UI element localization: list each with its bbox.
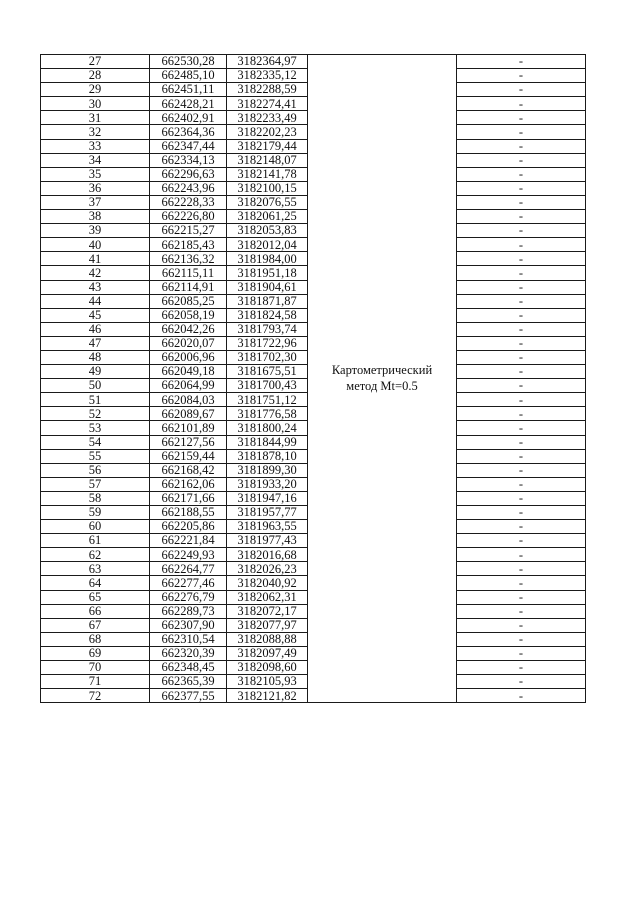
x-coordinate-cell: 662485,10 xyxy=(150,69,227,83)
x-coordinate-cell: 662101,89 xyxy=(150,421,227,435)
note-cell: - xyxy=(457,435,586,449)
x-coordinate-cell: 662347,44 xyxy=(150,139,227,153)
x-coordinate-cell: 662089,67 xyxy=(150,407,227,421)
method-label-line-1: Картометрический xyxy=(331,363,433,378)
y-coordinate-cell: 3181899,30 xyxy=(227,463,308,477)
x-coordinate-cell: 662377,55 xyxy=(150,689,227,703)
x-coordinate-cell: 662020,07 xyxy=(150,336,227,350)
x-coordinate-cell: 662276,79 xyxy=(150,590,227,604)
note-cell: - xyxy=(457,477,586,491)
y-coordinate-cell: 3182202,23 xyxy=(227,125,308,139)
note-cell: - xyxy=(457,336,586,350)
x-coordinate-cell: 662243,96 xyxy=(150,181,227,195)
point-number-cell: 30 xyxy=(41,97,150,111)
x-coordinate-cell: 662171,66 xyxy=(150,491,227,505)
y-coordinate-cell: 3182088,88 xyxy=(227,632,308,646)
x-coordinate-cell: 662006,96 xyxy=(150,350,227,364)
x-coordinate-cell: 662042,26 xyxy=(150,322,227,336)
x-coordinate-cell: 662249,93 xyxy=(150,548,227,562)
point-number-cell: 49 xyxy=(41,365,150,379)
point-number-cell: 54 xyxy=(41,435,150,449)
note-cell: - xyxy=(457,393,586,407)
point-number-cell: 40 xyxy=(41,238,150,252)
note-cell: - xyxy=(457,534,586,548)
point-number-cell: 69 xyxy=(41,646,150,660)
note-cell: - xyxy=(457,210,586,224)
note-cell: - xyxy=(457,322,586,336)
x-coordinate-cell: 662226,80 xyxy=(150,210,227,224)
method-cell xyxy=(308,55,457,703)
note-cell: - xyxy=(457,590,586,604)
note-cell: - xyxy=(457,97,586,111)
y-coordinate-cell: 3182121,82 xyxy=(227,689,308,703)
y-coordinate-cell: 3181871,87 xyxy=(227,294,308,308)
note-cell: - xyxy=(457,491,586,505)
point-number-cell: 32 xyxy=(41,125,150,139)
x-coordinate-cell: 662058,19 xyxy=(150,308,227,322)
y-coordinate-cell: 3181700,43 xyxy=(227,379,308,393)
y-coordinate-cell: 3182141,78 xyxy=(227,167,308,181)
y-coordinate-cell: 3182288,59 xyxy=(227,83,308,97)
note-cell: - xyxy=(457,308,586,322)
x-coordinate-cell: 662159,44 xyxy=(150,449,227,463)
point-number-cell: 39 xyxy=(41,224,150,238)
note-cell: - xyxy=(457,407,586,421)
y-coordinate-cell: 3181722,96 xyxy=(227,336,308,350)
y-coordinate-cell: 3182179,44 xyxy=(227,139,308,153)
note-cell: - xyxy=(457,661,586,675)
point-number-cell: 67 xyxy=(41,618,150,632)
x-coordinate-cell: 662307,90 xyxy=(150,618,227,632)
point-number-cell: 55 xyxy=(41,449,150,463)
point-number-cell: 72 xyxy=(41,689,150,703)
point-number-cell: 27 xyxy=(41,55,150,69)
point-number-cell: 28 xyxy=(41,69,150,83)
note-cell: - xyxy=(457,506,586,520)
point-number-cell: 68 xyxy=(41,632,150,646)
y-coordinate-cell: 3181904,61 xyxy=(227,280,308,294)
point-number-cell: 64 xyxy=(41,576,150,590)
y-coordinate-cell: 3182062,31 xyxy=(227,590,308,604)
x-coordinate-cell: 662168,42 xyxy=(150,463,227,477)
y-coordinate-cell: 3182072,17 xyxy=(227,604,308,618)
note-cell: - xyxy=(457,181,586,195)
note-cell: - xyxy=(457,294,586,308)
x-coordinate-cell: 662136,32 xyxy=(150,252,227,266)
y-coordinate-cell: 3181800,24 xyxy=(227,421,308,435)
x-coordinate-cell: 662289,73 xyxy=(150,604,227,618)
point-number-cell: 46 xyxy=(41,322,150,336)
coordinates-table xyxy=(40,54,586,703)
x-coordinate-cell: 662296,63 xyxy=(150,167,227,181)
point-number-cell: 33 xyxy=(41,139,150,153)
point-number-cell: 41 xyxy=(41,252,150,266)
method-label-line-2: метод Mt=0.5 xyxy=(346,378,418,393)
x-coordinate-cell: 662320,39 xyxy=(150,646,227,660)
x-coordinate-cell: 662215,27 xyxy=(150,224,227,238)
x-coordinate-cell: 662402,91 xyxy=(150,111,227,125)
note-cell: - xyxy=(457,646,586,660)
note-cell: - xyxy=(457,562,586,576)
point-number-cell: 58 xyxy=(41,491,150,505)
y-coordinate-cell: 3181957,77 xyxy=(227,506,308,520)
note-cell: - xyxy=(457,69,586,83)
point-number-cell: 48 xyxy=(41,350,150,364)
point-number-cell: 52 xyxy=(41,407,150,421)
note-cell: - xyxy=(457,139,586,153)
note-cell: - xyxy=(457,350,586,364)
y-coordinate-cell: 3181933,20 xyxy=(227,477,308,491)
x-coordinate-cell: 662085,25 xyxy=(150,294,227,308)
note-cell: - xyxy=(457,618,586,632)
note-cell: - xyxy=(457,632,586,646)
note-cell: - xyxy=(457,195,586,209)
y-coordinate-cell: 3181963,55 xyxy=(227,520,308,534)
note-cell: - xyxy=(457,689,586,703)
y-coordinate-cell: 3182098,60 xyxy=(227,661,308,675)
point-number-cell: 53 xyxy=(41,421,150,435)
point-number-cell: 59 xyxy=(41,506,150,520)
note-cell: - xyxy=(457,238,586,252)
note-cell: - xyxy=(457,604,586,618)
x-coordinate-cell: 662530,28 xyxy=(150,55,227,69)
note-cell: - xyxy=(457,280,586,294)
point-number-cell: 56 xyxy=(41,463,150,477)
point-number-cell: 36 xyxy=(41,181,150,195)
y-coordinate-cell: 3182040,92 xyxy=(227,576,308,590)
x-coordinate-cell: 662334,13 xyxy=(150,153,227,167)
x-coordinate-cell: 662365,39 xyxy=(150,675,227,689)
point-number-cell: 35 xyxy=(41,167,150,181)
note-cell: - xyxy=(457,548,586,562)
note-cell: - xyxy=(457,576,586,590)
note-cell: - xyxy=(457,55,586,69)
point-number-cell: 38 xyxy=(41,210,150,224)
x-coordinate-cell: 662221,84 xyxy=(150,534,227,548)
x-coordinate-cell: 662049,18 xyxy=(150,365,227,379)
y-coordinate-cell: 3181977,43 xyxy=(227,534,308,548)
y-coordinate-cell: 3182148,07 xyxy=(227,153,308,167)
y-coordinate-cell: 3182077,97 xyxy=(227,618,308,632)
point-number-cell: 70 xyxy=(41,661,150,675)
point-number-cell: 45 xyxy=(41,308,150,322)
note-cell: - xyxy=(457,675,586,689)
x-coordinate-cell: 662277,46 xyxy=(150,576,227,590)
note-cell: - xyxy=(457,83,586,97)
point-number-cell: 47 xyxy=(41,336,150,350)
y-coordinate-cell: 3181844,99 xyxy=(227,435,308,449)
y-coordinate-cell: 3181751,12 xyxy=(227,393,308,407)
note-cell: - xyxy=(457,520,586,534)
y-coordinate-cell: 3181793,74 xyxy=(227,322,308,336)
y-coordinate-cell: 3182274,41 xyxy=(227,97,308,111)
point-number-cell: 50 xyxy=(41,379,150,393)
y-coordinate-cell: 3181947,16 xyxy=(227,491,308,505)
y-coordinate-cell: 3182105,93 xyxy=(227,675,308,689)
note-cell: - xyxy=(457,379,586,393)
note-cell: - xyxy=(457,167,586,181)
y-coordinate-cell: 3182233,49 xyxy=(227,111,308,125)
x-coordinate-cell: 662114,91 xyxy=(150,280,227,294)
x-coordinate-cell: 662264,77 xyxy=(150,562,227,576)
y-coordinate-cell: 3182026,23 xyxy=(227,562,308,576)
x-coordinate-cell: 662228,33 xyxy=(150,195,227,209)
y-coordinate-cell: 3181824,58 xyxy=(227,308,308,322)
y-coordinate-cell: 3182012,04 xyxy=(227,238,308,252)
note-cell: - xyxy=(457,266,586,280)
y-coordinate-cell: 3182097,49 xyxy=(227,646,308,660)
y-coordinate-cell: 3181675,51 xyxy=(227,365,308,379)
y-coordinate-cell: 3181702,30 xyxy=(227,350,308,364)
point-number-cell: 57 xyxy=(41,477,150,491)
x-coordinate-cell: 662310,54 xyxy=(150,632,227,646)
point-number-cell: 44 xyxy=(41,294,150,308)
point-number-cell: 66 xyxy=(41,604,150,618)
y-coordinate-cell: 3182061,25 xyxy=(227,210,308,224)
x-coordinate-cell: 662348,45 xyxy=(150,661,227,675)
point-number-cell: 60 xyxy=(41,520,150,534)
x-coordinate-cell: 662064,99 xyxy=(150,379,227,393)
y-coordinate-cell: 3182364,97 xyxy=(227,55,308,69)
note-cell: - xyxy=(457,252,586,266)
note-cell: - xyxy=(457,153,586,167)
y-coordinate-cell: 3182016,68 xyxy=(227,548,308,562)
note-cell: - xyxy=(457,111,586,125)
point-number-cell: 65 xyxy=(41,590,150,604)
coordinates-table-body xyxy=(41,55,586,703)
x-coordinate-cell: 662127,56 xyxy=(150,435,227,449)
point-number-cell: 51 xyxy=(41,393,150,407)
x-coordinate-cell: 662185,43 xyxy=(150,238,227,252)
x-coordinate-cell: 662162,06 xyxy=(150,477,227,491)
point-number-cell: 29 xyxy=(41,83,150,97)
note-cell: - xyxy=(457,463,586,477)
point-number-cell: 43 xyxy=(41,280,150,294)
x-coordinate-cell: 662084,03 xyxy=(150,393,227,407)
note-cell: - xyxy=(457,421,586,435)
point-number-cell: 71 xyxy=(41,675,150,689)
y-coordinate-cell: 3181951,18 xyxy=(227,266,308,280)
y-coordinate-cell: 3182335,12 xyxy=(227,69,308,83)
point-number-cell: 31 xyxy=(41,111,150,125)
y-coordinate-cell: 3181984,00 xyxy=(227,252,308,266)
point-number-cell: 61 xyxy=(41,534,150,548)
point-number-cell: 34 xyxy=(41,153,150,167)
y-coordinate-cell: 3182100,15 xyxy=(227,181,308,195)
point-number-cell: 37 xyxy=(41,195,150,209)
point-number-cell: 62 xyxy=(41,548,150,562)
x-coordinate-cell: 662451,11 xyxy=(150,83,227,97)
point-number-cell: 42 xyxy=(41,266,150,280)
y-coordinate-cell: 3181878,10 xyxy=(227,449,308,463)
x-coordinate-cell: 662188,55 xyxy=(150,506,227,520)
note-cell: - xyxy=(457,449,586,463)
note-cell: - xyxy=(457,365,586,379)
x-coordinate-cell: 662205,86 xyxy=(150,520,227,534)
x-coordinate-cell: 662428,21 xyxy=(150,97,227,111)
note-cell: - xyxy=(457,224,586,238)
table-row xyxy=(41,55,586,69)
point-number-cell: 63 xyxy=(41,562,150,576)
x-coordinate-cell: 662364,36 xyxy=(150,125,227,139)
y-coordinate-cell: 3182076,55 xyxy=(227,195,308,209)
y-coordinate-cell: 3182053,83 xyxy=(227,224,308,238)
x-coordinate-cell: 662115,11 xyxy=(150,266,227,280)
y-coordinate-cell: 3181776,58 xyxy=(227,407,308,421)
note-cell: - xyxy=(457,125,586,139)
